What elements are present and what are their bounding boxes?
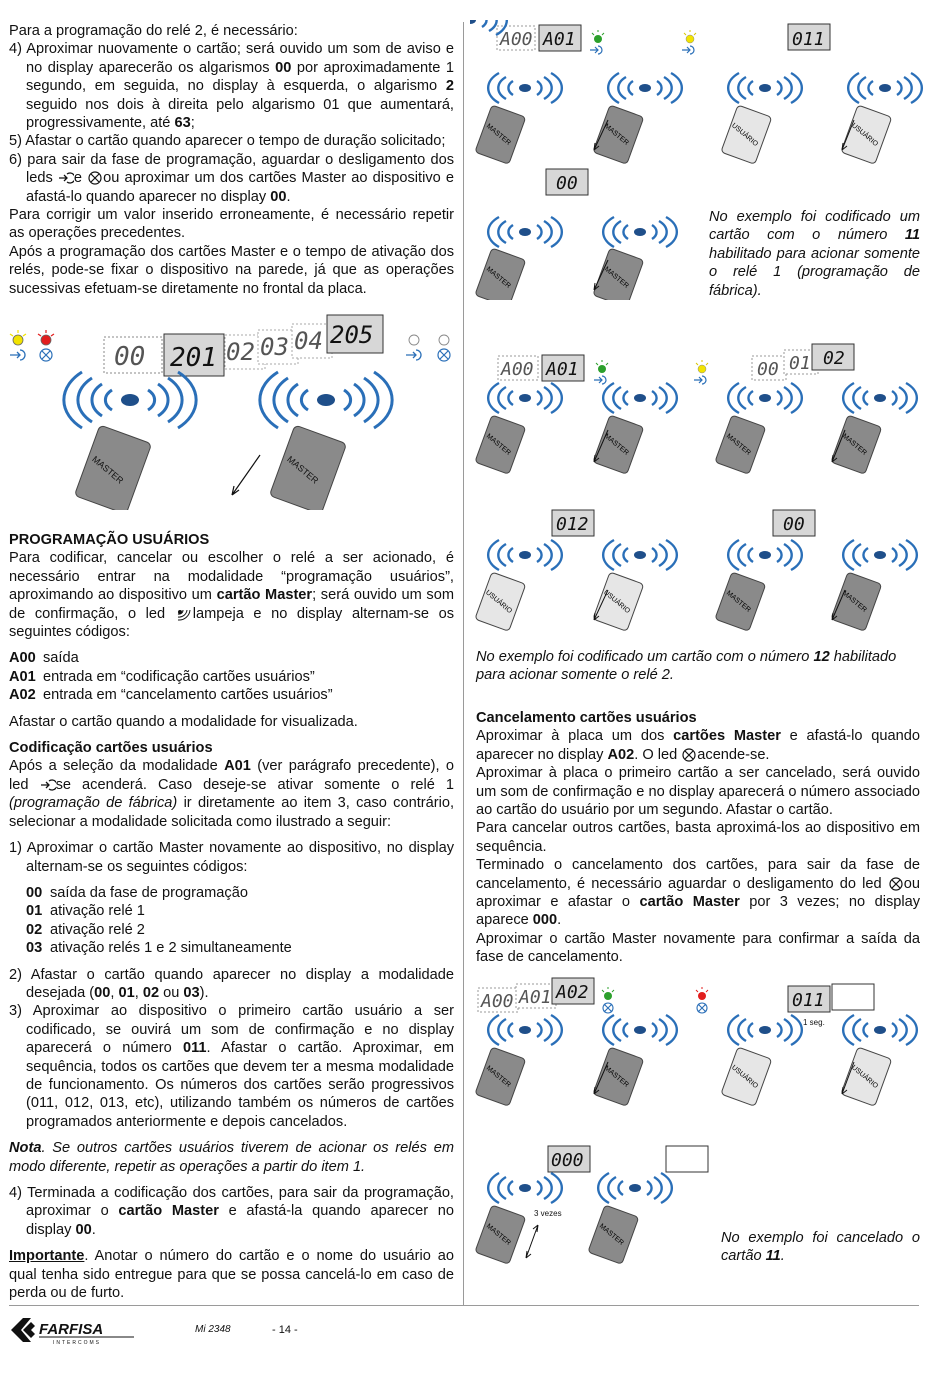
coding-step1: 1) Aproximar o cartão Master novamente ao dispositivo, no display alternam-se os seguintes códigos:: [9, 840, 454, 875]
column-divider: [463, 22, 464, 1306]
svg-text:A01: A01: [543, 29, 576, 50]
svg-text:MASTER: MASTER: [90, 453, 126, 486]
svg-text:MASTER: MASTER: [840, 589, 868, 614]
lcd-digit: 201: [170, 343, 217, 373]
away-arrow-icon: [232, 455, 260, 495]
master-card: [593, 248, 644, 300]
master-card: [475, 248, 526, 300]
user-card: [475, 572, 526, 631]
example2-caption: No exemplo foi codificado um cartão com o número 12 habilitado para acionar somente o relé 2.: [476, 649, 897, 684]
cross-led-icon: [681, 748, 697, 762]
svg-text:MASTER: MASTER: [484, 432, 512, 457]
svg-text:A02: A02: [556, 982, 589, 1003]
user-card: [721, 105, 772, 164]
cross-led-icon: [603, 1003, 613, 1013]
coding-step3: 3) Aproximar ao dispositivo o primeiro cartão usuário a ser codificado, se ouvirá um som de confirmação e no display aparecerá o número 011. Afastar o cartão. Aproximar, em sequência, todos os cartões que devem ter a mesma modalidade de funcionamento. Os números dos cartões serão progressivos (011, 012, 013, etc), utilizando também os números de cartões programados anteriormente e depois cancelados.: [9, 1003, 454, 1130]
master-card: [715, 415, 766, 474]
relay2-step5: 5) Afastar o cartão quando aparecer o tempo de duração solicitado;: [9, 133, 446, 150]
doc-code: Mi 2348: [195, 1324, 231, 1335]
master-card: [74, 425, 151, 510]
page-number: - 14 -: [272, 1324, 298, 1336]
key-led-icon: [694, 376, 706, 384]
svg-text:USUÁRIO: USUÁRIO: [602, 589, 632, 616]
footer-rule: [9, 1305, 919, 1306]
master-card: [593, 105, 644, 164]
lcd-digit: 00: [114, 342, 146, 372]
svg-text:MASTER: MASTER: [602, 265, 630, 290]
master-card: [715, 572, 766, 631]
key-led-icon: [40, 778, 56, 792]
cancel-figure: [470, 972, 930, 1122]
user-card: [721, 1047, 772, 1106]
list-item: 02 ativação relé 2: [26, 921, 145, 938]
svg-text:USUÁRIO: USUÁRIO: [730, 1064, 760, 1091]
svg-text:MASTER: MASTER: [484, 122, 512, 147]
svg-text:USUÁRIO: USUÁRIO: [850, 122, 880, 149]
key-led-icon: [406, 350, 421, 360]
flashing-led-icon: [175, 607, 193, 621]
svg-text:MASTER: MASTER: [285, 453, 321, 486]
svg-text:012: 012: [556, 514, 589, 535]
svg-text:01: 01: [789, 353, 811, 374]
led-yellow-icon: [696, 360, 708, 373]
svg-text:02: 02: [823, 348, 845, 369]
master-card: [593, 415, 644, 474]
cancel-p1: Aproximar à placa um dos cartões Master e afastá-lo quando aparecer no display A02. O led acende-se.: [476, 728, 920, 763]
master-card: [593, 1047, 644, 1106]
cross-led-icon: [40, 349, 52, 361]
cancel-exit-figure: [470, 1140, 730, 1285]
svg-text:USUÁRIO: USUÁRIO: [730, 122, 760, 149]
cross-led-icon: [87, 171, 103, 185]
master-card: [831, 572, 882, 631]
led-yellow-icon: [684, 30, 696, 43]
svg-text:FARFISA: FARFISA: [39, 1321, 104, 1338]
list-item: A01 entrada em “codificação cartões usuários”: [9, 668, 315, 685]
farfisa-logo: [9, 1316, 139, 1346]
svg-text:A00: A00: [481, 991, 514, 1012]
rfid-wave-icon: [64, 372, 196, 428]
mode-away: Afastar o cartão quando a modalidade for visualizada.: [9, 713, 358, 730]
relay-codes-list: [9, 884, 454, 958]
cancel-p4: Terminado o cancelamento dos cartões, para sair da fase de cancelamento, é necessário aguardar o desligamento do led ou aproximar e afastar o cartão Master por 3 vezes; no display aparece 000.: [476, 857, 921, 929]
example3-caption: No exemplo foi cancelado o cartão 11.: [721, 1230, 920, 1265]
svg-text:A01: A01: [546, 359, 579, 380]
cancel-p2: Aproximar à placa o primeiro cartão a ser cancelado, será ouvido um som de confirmação e no display aparecerá o número associado ao cartão do usuário por um segundo. Afastar o cartão.: [476, 765, 920, 819]
cross-led-icon: [438, 349, 450, 361]
key-led-icon: [682, 46, 694, 54]
led-green-icon: [592, 30, 604, 43]
relay2-intro: Para a programação do relé 2, é necessário:: [9, 23, 298, 39]
master-card: [475, 1047, 526, 1106]
left-column: [9, 22, 454, 298]
svg-text:MASTER: MASTER: [724, 589, 752, 614]
coding-title: Codificação cartões usuários: [9, 740, 213, 757]
coding-intro: Após a seleção da modalidade A01 (ver parágrafo precedente), o led se acenderá. Caso deseje-se ativar somente o relé 1 (programação de fábrica) ir diretamente ao item 3, caso contrário, selecionar a modalidade solicitada como ilustrado a seguir:: [9, 758, 454, 830]
led-red-icon: [696, 987, 708, 1000]
blank-display: [666, 1146, 708, 1172]
svg-text:MASTER: MASTER: [484, 1064, 512, 1089]
nota: Nota. Se outros cartões usuários tiverem de acionar os relés em modo diferente, repetir as operações a partir do item 1.: [9, 1140, 454, 1175]
three-times-label: 3 vezes: [534, 1209, 562, 1218]
svg-text:00: 00: [757, 359, 779, 380]
svg-text:00: 00: [556, 173, 578, 194]
coding-relay2-figure: [470, 340, 930, 490]
svg-text:011: 011: [792, 29, 825, 50]
cross-led-icon: [697, 1003, 707, 1013]
list-item: A02 entrada em “cancelamento cartões usuários”: [9, 687, 333, 704]
back-forth-arrow-icon: [526, 1225, 538, 1258]
svg-text:USUÁRIO: USUÁRIO: [850, 1064, 880, 1091]
one-sec-label: 1 seg.: [803, 1018, 825, 1027]
svg-text:03: 03: [260, 333, 289, 361]
key-led-icon: [590, 46, 602, 54]
svg-text:205: 205: [330, 321, 374, 349]
svg-text:MASTER: MASTER: [484, 265, 512, 290]
correct-note: Para corrigir um valor inserido erroneamente, é necessário repetir as operações precedentes.: [9, 207, 454, 242]
wall-note: Após a programação dos cartões Master e o tempo de ativação dos relés, pode-se fixar o dispositivo na parede, já que as operações sucessivas efetuam-se diretamente no frontal da placa.: [9, 243, 454, 297]
master-card: [475, 415, 526, 474]
svg-text:MASTER: MASTER: [602, 432, 630, 457]
master-card: [475, 105, 526, 164]
important-note: Importante. Anotar o número do cartão e o nome do usuário ao qual tenha sido entregue para que se possa cancelá-lo em caso de perda ou de furto.: [9, 1248, 454, 1302]
svg-text:USUÁRIO: USUÁRIO: [484, 589, 514, 616]
key-led-icon: [594, 376, 606, 384]
svg-text:000: 000: [551, 1150, 584, 1171]
svg-text:MASTER: MASTER: [602, 122, 630, 147]
svg-text:MASTER: MASTER: [484, 1222, 512, 1247]
svg-text:MASTER: MASTER: [597, 1222, 625, 1247]
relay-time-figure: [0, 310, 460, 510]
relay2-step4: 4) Aproximar nuovamente o cartão; será ouvido um som de aviso e no display aparecerão os algarismos 00 por aproximadamente 1 segundo, em seguida, no display à esquerda, o algarismo 2 seguido nos dois à direita pelo algarismo 01 que aumentará, progressivamente, até 63;: [9, 41, 454, 132]
svg-text:INTERCOMS: INTERCOMS: [53, 1340, 101, 1346]
list-item: 03 ativação relés 1 e 2 simultaneamente: [26, 940, 292, 957]
cross-led-icon: [888, 877, 904, 891]
svg-text:02: 02: [226, 338, 255, 366]
cancel-p3: Para cancelar outros cartões, basta aproximá-los ao dispositivo em sequência.: [476, 820, 920, 855]
mode-codes-list: [9, 649, 454, 704]
key-led-icon: [10, 350, 25, 360]
led-off-icon: [409, 335, 449, 345]
coding-step2: 2) Afastar o cartão quando aparecer no display a modalidade desejada (00, 01, 02 ou 03).: [9, 966, 454, 1001]
svg-text:A00: A00: [501, 359, 534, 380]
example1-caption: No exemplo foi codificado um cartão com o número 11 habilitado para acionar somente o relé 1 (programação de fábrica).: [709, 209, 920, 299]
master-card: [588, 1205, 639, 1264]
blank-display: [832, 984, 874, 1010]
users-section: [9, 531, 454, 1302]
svg-text:011: 011: [792, 990, 825, 1011]
led-red-icon: [38, 330, 54, 345]
relay2-step6: 6) para sair da fase de programação, aguardar o desligamento dos leds e ou aproximar um dos cartões Master ao dispositivo e afastá-lo quando aparecer no display 00.: [9, 151, 454, 205]
users-intro: Para codificar, cancelar ou escolher o relé a ser acionado, é necessário entrar na modalidade “programação usuários”, aproximando ao dispositivo um cartão Master; será ouvido um som de confirmação, o led lampeja e no display alternam-se os seguintes códigos:: [9, 550, 454, 641]
key-led-icon: [58, 171, 74, 185]
list-item: 00 saída da fase de programação: [26, 884, 248, 901]
cancel-title: Cancelamento cartões usuários: [476, 710, 697, 726]
list-item: A00 saída: [9, 650, 79, 667]
led-yellow-icon: [10, 330, 26, 345]
cancel-p5: Aproximar o cartão Master novamente para confirmar a saída da fase de cancelamento.: [476, 930, 920, 966]
svg-text:04: 04: [294, 327, 323, 355]
svg-text:A00: A00: [500, 29, 533, 50]
master-card: [269, 425, 346, 510]
coding-step4: 4) Terminada a codificação dos cartões, para sair da programação, aproximar o cartão Master e afastá-la quando aparecer no display 00.: [9, 1185, 455, 1238]
svg-text:MASTER: MASTER: [840, 432, 868, 457]
svg-text:MASTER: MASTER: [602, 1064, 630, 1089]
user-card: [593, 572, 644, 631]
list-item: 01 ativação relé 1: [26, 903, 145, 920]
cancel-section: [476, 709, 920, 967]
svg-text:A01: A01: [519, 987, 552, 1008]
svg-text:00: 00: [783, 514, 805, 535]
led-green-icon: [596, 360, 608, 373]
coding-relay2-user-figure: [470, 505, 930, 655]
rfid-wave-icon: [260, 372, 392, 428]
svg-text:MASTER: MASTER: [724, 432, 752, 457]
master-card: [475, 1205, 526, 1264]
users-title: PROGRAMAÇÃO USUÁRIOS: [9, 532, 210, 548]
led-green-icon: [602, 987, 614, 1000]
